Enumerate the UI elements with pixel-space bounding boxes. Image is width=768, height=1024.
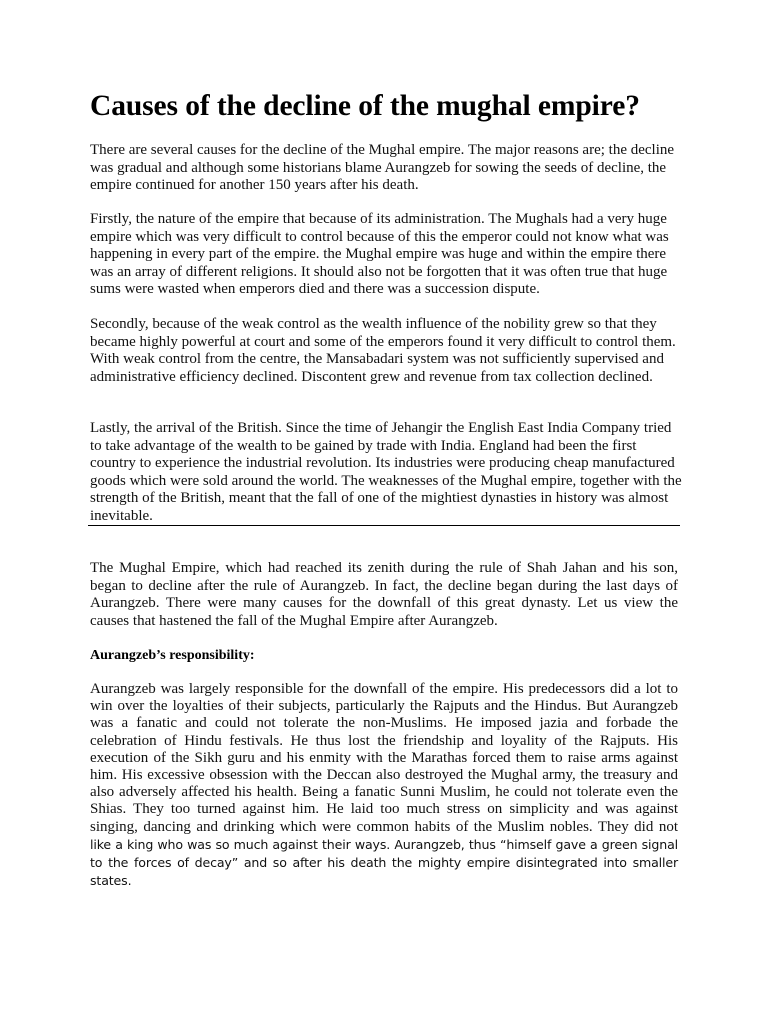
mughal-empire-paragraph: The Mughal Empire, which had reached its zenith during the rule of Shah Jahan and his son, began to decline after the rule of Aurangzeb. In fact, the decline began during the last days of Aurangzeb. There were many causes for the downfall of this great dynasty. Let us view the causes that hastened the fall of the Mughal Empire after Aurangzeb.: [90, 560, 678, 629]
page-title: Causes of the decline of the mughal empire?: [90, 90, 640, 122]
section-divider: [88, 525, 680, 526]
intro-paragraph: There are several causes for the decline of the Mughal empire. The major reasons are; the decline was gradual and although some historians blame Aurangzeb for sowing the seeds of decline, the empire continued for another 150 years after his death.: [90, 142, 675, 194]
aurangzeb-paragraph-ending: like a king who was so much against their ways. Aurangzeb, thus “himself gave a green signal to the forces of decay” and so after his death the mighty empire disintegrated into smaller states.: [90, 836, 678, 889]
secondly-paragraph: Secondly, because of the weak control as the wealth influence of the nobility grew so that they became highly powerful at court and some of the emperors found it very difficult to control them. With weak control from the centre, the Mansabadari system was not sufficiently supervised and administrative efficiency declined. Discontent grew and revenue from tax collection declined.: [90, 316, 676, 385]
aurangzeb-paragraph-body: Aurangzeb was largely responsible for the downfall of the empire. His predecessors did a lot to win over the loyalties of their subjects, particularly the Rajputs and the Hindus. But Aurangzeb was a fanatic and could not tolerate the non-Muslims. He imposed jazia and forbade the celebration of Hindu festivals. He thus lost the friendship and loyality of the Rajputs. His execution of the Sikh guru and his enmity with the Marathas forced them to raise arms against him. His excessive obsession with the Deccan also destroyed the Mughal army, the treasury and also adversely affected his health. Being a fanatic Sunni Muslim, he could not tolerate even the Shias. They too turned against him. He laid too much stress on simplicity and was against singing, dancing and drinking which were common habits of the Muslim nobles. They did not: [90, 681, 678, 835]
section-heading: Aurangzeb’s responsibility:: [90, 648, 255, 663]
lastly-paragraph: Lastly, the arrival of the British. Since the time of Jehangir the English East India Company tried to take advantage of the wealth to be gained by trade with India. England had been the first country to experience the industrial revolution. Its industries were producing cheap manufactured goods which were sold around the world. The weaknesses of the Mughal empire, together with the strength of the British, meant that the fall of one of the mightiest dynasties in history was almost inevitable.: [90, 420, 682, 524]
aurangzeb-paragraph: [90, 681, 678, 890]
firstly-paragraph: Firstly, the nature of the empire that because of its administration. The Mughals had a very huge empire which was very difficult to control because of this the emperor could not know what was happening in every part of the empire. the Mughal empire was huge and within the empire there was an array of different religions. It should also not be forgotten that it was often true that huge sums were wasted when emperors died and there was a succession dispute.: [90, 211, 669, 298]
